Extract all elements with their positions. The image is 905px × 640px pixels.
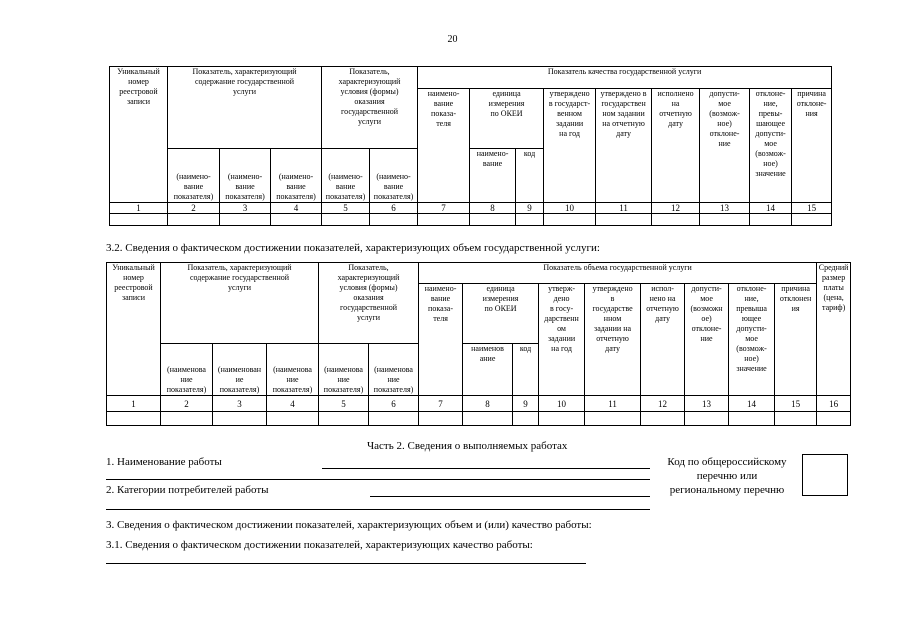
table-cell[interactable] [750, 214, 792, 226]
col-average-fee: Средний размер платы (цена, тариф) [817, 263, 851, 396]
col-approved-year: утверждено в государст- венном задании на год [544, 89, 596, 203]
col-conditions-indicator: Показатель, характеризующий условия (формы) оказания государственной услуги [322, 67, 418, 149]
column-number: 14 [750, 203, 792, 214]
column-number: 2 [161, 396, 213, 412]
table-cell[interactable] [539, 412, 585, 426]
table-cell[interactable] [267, 412, 319, 426]
col-conditions-indicator: Показатель, характеризующий условия (формы) оказания государственной услуги [319, 263, 419, 344]
table-cell[interactable] [161, 412, 213, 426]
table-cell[interactable] [419, 412, 463, 426]
table-cell[interactable] [792, 214, 832, 226]
section-3-2-title: 3.2. Сведения о фактическом достижении показателей, характеризующих объем государственной услуги: [106, 242, 600, 254]
column-number: 6 [369, 396, 419, 412]
table-cell[interactable] [516, 214, 544, 226]
col-unit-code: код [513, 344, 539, 396]
col-unit-code: код [516, 149, 544, 203]
table-cell[interactable] [110, 214, 168, 226]
table-cell[interactable] [585, 412, 641, 426]
col-unit-okei: единица измерения по ОКЕИ [470, 89, 544, 149]
page-number: 20 [447, 34, 458, 45]
table-cell[interactable] [370, 214, 418, 226]
col-unique-number: Уникальный номер реестровой записи [110, 67, 168, 203]
sub-indicator-name: (наимено- вание показателя) [220, 149, 271, 203]
work-consumers-line[interactable] [370, 496, 650, 497]
column-number: 15 [775, 396, 817, 412]
col-deviation-reason: причина отклонен ия [775, 284, 817, 396]
column-number: 8 [470, 203, 516, 214]
table-cell[interactable] [369, 412, 419, 426]
column-number: 5 [319, 396, 369, 412]
column-number: 14 [729, 396, 775, 412]
sub-indicator-name: (наименова ние показателя) [267, 344, 319, 396]
col-approved-date: утверждено в государствен ном задании на отчетную дату [596, 89, 652, 203]
col-indicator-name: наимено- вание показа- теля [418, 89, 470, 203]
section-3-title: 3. Сведения о фактическом достижении показателей, характеризующих объем и (или) качество работы: [106, 519, 592, 531]
table-cell[interactable] [685, 412, 729, 426]
col-unit-name: наимено- вание [470, 149, 516, 203]
column-number: 5 [322, 203, 370, 214]
column-number: 12 [652, 203, 700, 214]
volume-indicators-table [106, 262, 851, 426]
col-executed: исполнено на отчетную дату [652, 89, 700, 203]
sub-indicator-name: (наименован ие показателя) [213, 344, 267, 396]
col-content-indicator: Показатель, характеризующий содержание государственной услуги [161, 263, 319, 344]
col-deviation-exceed: отклоне- ние, превыша ющее допусти- мое (возмож- ное) значение [729, 284, 775, 396]
table-cell[interactable] [729, 412, 775, 426]
sub-indicator-name: (наименова ние показателя) [369, 344, 419, 396]
table-cell[interactable] [168, 214, 220, 226]
part-2-title: Часть 2. Сведения о выполняемых работах [367, 440, 568, 452]
column-number: 4 [271, 203, 322, 214]
code-label: Код по общероссийскому перечню или региональному перечню [667, 456, 787, 496]
table-cell[interactable] [641, 412, 685, 426]
column-number: 1 [110, 203, 168, 214]
table-cell[interactable] [817, 412, 851, 426]
section-3-1-title: 3.1. Сведения о фактическом достижении показателей, характеризующих качество работы: [106, 539, 533, 551]
table-cell[interactable] [775, 412, 817, 426]
column-number: 9 [513, 396, 539, 412]
column-number: 11 [596, 203, 652, 214]
table-cell[interactable] [513, 412, 539, 426]
column-number: 1 [107, 396, 161, 412]
table-cell[interactable] [213, 412, 267, 426]
table-cell[interactable] [271, 214, 322, 226]
table-cell[interactable] [652, 214, 700, 226]
col-executed: испол- нено на отчетную дату [641, 284, 685, 396]
table-cell[interactable] [322, 214, 370, 226]
col-deviation-allowed: допусти- мое (возможн ое) отклоне- ние [685, 284, 729, 396]
col-unit-name: наименов ание [463, 344, 513, 396]
col-approved-year: утверж- дено в госу- дарственн ом задании на год [539, 284, 585, 396]
table-cell[interactable] [107, 412, 161, 426]
column-number: 11 [585, 396, 641, 412]
column-number: 13 [685, 396, 729, 412]
column-number: 10 [544, 203, 596, 214]
col-unique-number: Уникальный номер реестровой записи [107, 263, 161, 396]
sub-indicator-name: (наимено- вание показателя) [271, 149, 322, 203]
table-cell[interactable] [596, 214, 652, 226]
code-box[interactable] [802, 454, 848, 496]
column-number: 9 [516, 203, 544, 214]
sub-indicator-name: (наимено- вание показателя) [370, 149, 418, 203]
work-name-label: 1. Наименование работы [106, 456, 222, 468]
col-deviation-reason: причина отклоне- ния [792, 89, 832, 203]
col-approved-date: утверждено в государстве нном задании на отчетную дату [585, 284, 641, 396]
column-number: 2 [168, 203, 220, 214]
table-cell[interactable] [418, 214, 470, 226]
table-cell[interactable] [319, 412, 369, 426]
col-indicator-name: наимено- вание показа- теля [419, 284, 463, 396]
column-number: 16 [817, 396, 851, 412]
column-number: 12 [641, 396, 685, 412]
sub-indicator-name: (наимено- вание показателя) [168, 149, 220, 203]
column-number: 3 [220, 203, 271, 214]
sub-indicator-name: (наименова ние показателя) [161, 344, 213, 396]
work-consumers-label: 2. Категории потребителей работы [106, 484, 269, 496]
column-number: 6 [370, 203, 418, 214]
section-3-1-line[interactable] [106, 563, 586, 564]
quality-indicators-table [109, 66, 832, 226]
sub-indicator-name: (наименова ние показателя) [319, 344, 369, 396]
column-number: 15 [792, 203, 832, 214]
work-name-line-2[interactable] [106, 479, 650, 480]
column-number: 7 [419, 396, 463, 412]
column-number: 4 [267, 396, 319, 412]
work-name-line[interactable] [322, 468, 650, 469]
col-quality-indicator: Показатель качества государственной услуги [418, 67, 832, 89]
column-number: 13 [700, 203, 750, 214]
col-deviation-exceed: отклоне- ние, превы- шающее допусти- мое (возмож- ное) значение [750, 89, 792, 203]
sub-indicator-name: (наимено- вание показателя) [322, 149, 370, 203]
col-unit-okei: единица измерения по ОКЕИ [463, 284, 539, 344]
table-cell[interactable] [544, 214, 596, 226]
table-cell[interactable] [700, 214, 750, 226]
table-cell[interactable] [220, 214, 271, 226]
column-number: 10 [539, 396, 585, 412]
table-cell[interactable] [470, 214, 516, 226]
table-cell[interactable] [463, 412, 513, 426]
column-number: 8 [463, 396, 513, 412]
col-volume-indicator: Показатель объема государственной услуги [419, 263, 817, 284]
work-consumers-line-2[interactable] [106, 509, 650, 510]
col-deviation-allowed: допусти- мое (возмож- ное) отклоне- ние [700, 89, 750, 203]
column-number: 3 [213, 396, 267, 412]
column-number: 7 [418, 203, 470, 214]
col-content-indicator: Показатель, характеризующий содержание государственной услуги [168, 67, 322, 149]
